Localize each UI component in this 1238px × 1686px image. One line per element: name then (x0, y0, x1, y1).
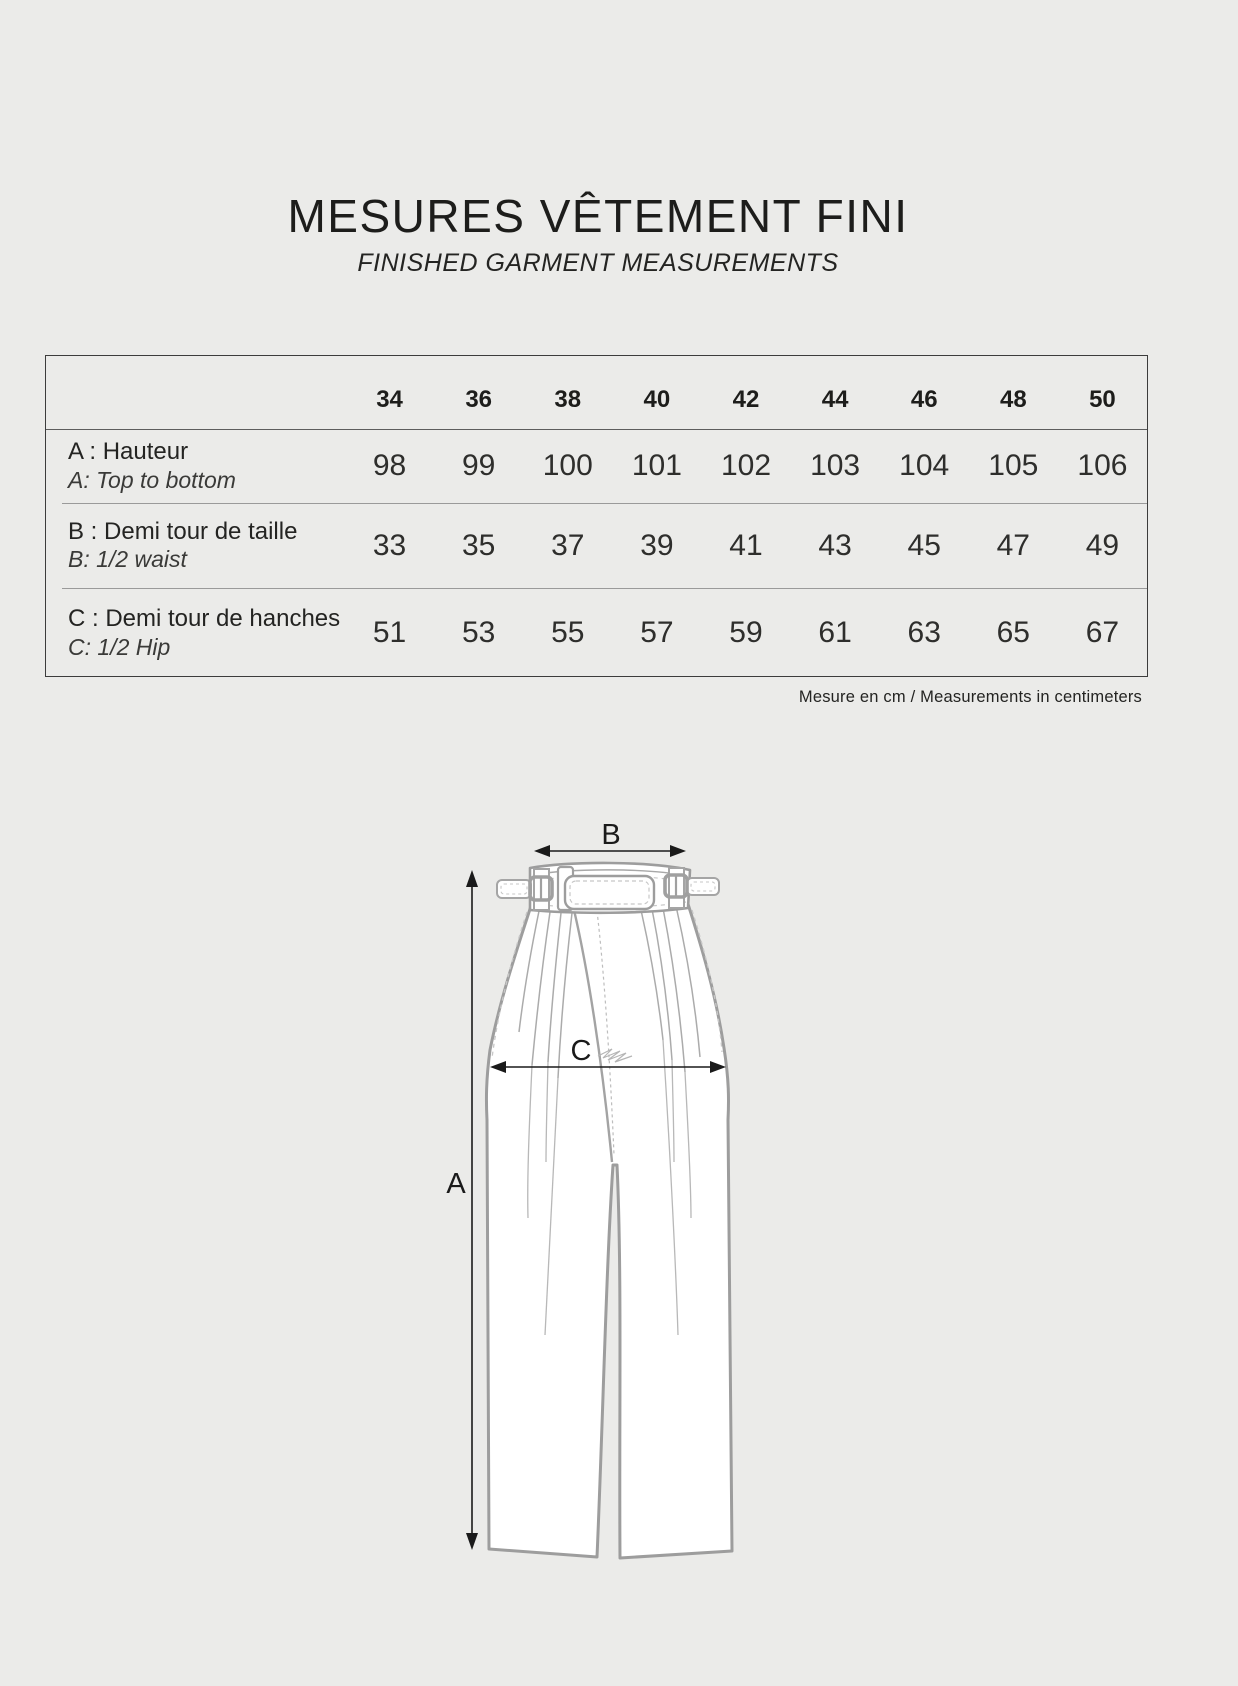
heading-block (0, 192, 1196, 278)
units-note: Mesure en cm / Measurements in centimeters (798, 688, 1142, 706)
value-cell: 67 (1085, 616, 1120, 649)
value-cell: 45 (907, 528, 941, 562)
value-cell: 100 (542, 449, 593, 482)
right-buckle (665, 868, 719, 908)
value-cell: 61 (818, 616, 852, 649)
value-cell: 41 (729, 528, 763, 562)
value-cell: 35 (461, 528, 496, 562)
row-label (46, 605, 345, 660)
table-row-waist (46, 503, 1147, 588)
left-buckle (497, 869, 552, 910)
row-label-fr: B : Demi tour de taille (68, 517, 298, 545)
row-label-fr: A : Hauteur (68, 438, 189, 466)
value-cell: 101 (631, 449, 682, 482)
dimension-arrow-a (466, 870, 478, 1550)
value-cell: 106 (1077, 449, 1128, 482)
value-cell: 53 (461, 616, 496, 649)
arrowhead-up (466, 870, 478, 887)
dimension-label-c: C (570, 1035, 592, 1067)
row-label (46, 518, 345, 573)
measurements-table (45, 355, 1148, 677)
size-header-cell: 46 (910, 385, 938, 413)
value-cell: 55 (551, 616, 585, 649)
table-row-hip (46, 588, 1147, 678)
size-header-cell: 36 (465, 385, 493, 413)
dimension-label-b: B (601, 819, 621, 851)
value-cell: 57 (640, 616, 674, 649)
row-label-en: B: 1/2 waist (68, 546, 187, 573)
table-header-row (46, 356, 1147, 429)
value-cell: 99 (461, 449, 496, 482)
pant-body (486, 904, 732, 1558)
value-cell: 104 (899, 449, 950, 482)
row-label-fr: C : Demi tour de hanches (68, 605, 341, 633)
size-header-cell: 50 (1089, 385, 1116, 413)
page-title: MESURES VÊTEMENT FINI (287, 190, 909, 242)
row-label (46, 438, 345, 493)
value-cell: 102 (720, 449, 772, 482)
dimension-label-a: A (446, 1168, 466, 1200)
size-header-cell: 34 (376, 385, 403, 413)
page-subtitle: FINISHED GARMENT MEASUREMENTS (357, 249, 839, 278)
value-cell: 59 (729, 616, 763, 649)
arrowhead-down (466, 1533, 478, 1550)
value-cell: 105 (988, 449, 1039, 482)
size-header-cell: 40 (643, 385, 671, 413)
table-row-height (46, 429, 1147, 503)
size-header-cell: 44 (821, 385, 849, 413)
size-header-cell: 38 (554, 385, 582, 413)
size-header-cell: 48 (999, 385, 1027, 413)
arrowhead-right (670, 845, 686, 857)
value-cell: 37 (551, 528, 585, 562)
value-cell: 43 (818, 528, 852, 562)
waistband (497, 863, 719, 913)
size-header-cell: 42 (732, 385, 760, 413)
row-label-en: C: 1/2 Hip (68, 633, 171, 660)
row-label-en: A: Top to bottom (68, 466, 236, 493)
value-cell: 51 (372, 616, 407, 649)
value-cell: 47 (996, 528, 1030, 562)
value-cell: 98 (372, 449, 407, 482)
value-cell: 103 (810, 449, 861, 482)
value-cell: 39 (640, 528, 674, 562)
arrowhead-left (534, 845, 550, 857)
value-cell: 63 (907, 616, 941, 649)
value-cell: 33 (372, 528, 407, 562)
value-cell: 49 (1085, 528, 1120, 562)
trousers-diagram (440, 756, 760, 1580)
value-cell: 65 (996, 616, 1030, 649)
